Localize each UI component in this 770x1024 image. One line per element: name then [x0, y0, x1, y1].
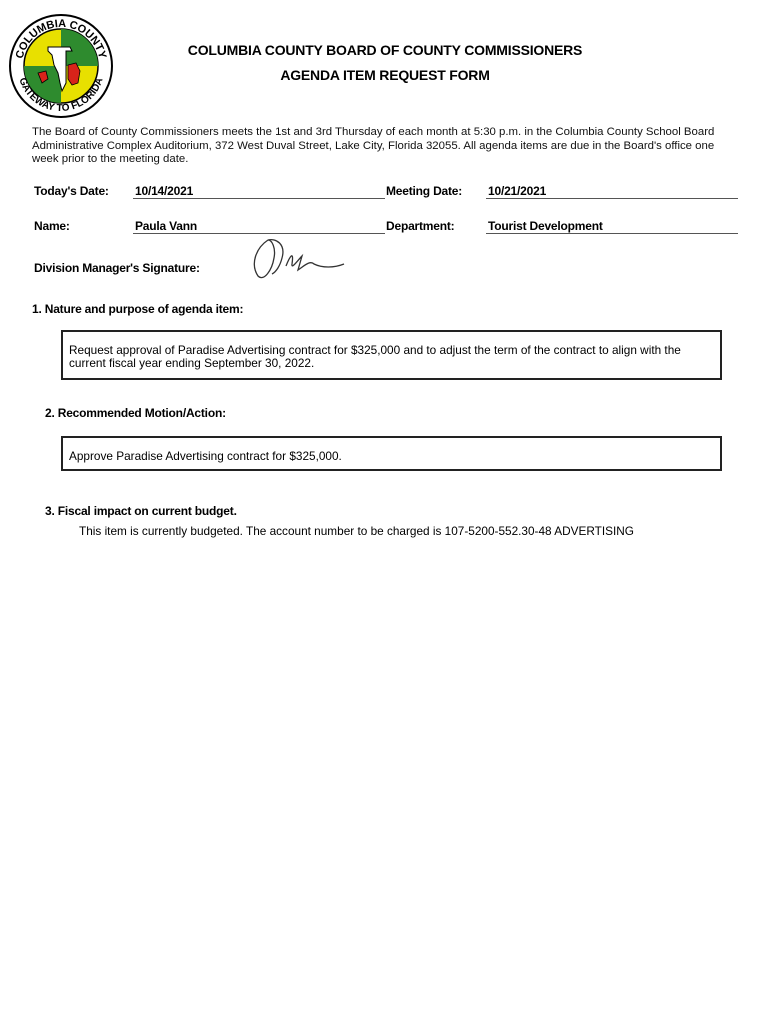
name-label: Name: [34, 219, 70, 233]
svg-text:GATEWAY TO FLORIDA: GATEWAY TO FLORIDA [16, 76, 106, 115]
svg-text:COLUMBIA COUNTY: COLUMBIA COUNTY [13, 17, 109, 60]
department-field[interactable]: Tourist Development [486, 219, 738, 234]
todays-date-field[interactable]: 10/14/2021 [133, 184, 385, 199]
form-heading-board: COLUMBIA COUNTY BOARD OF COUNTY COMMISSIONERS [187, 42, 583, 58]
name-field[interactable]: Paula Vann [133, 219, 385, 234]
fiscal-impact-text: This item is currently budgeted. The account number to be charged is 107-5200-552.30-48 ADVERTISING [79, 524, 634, 538]
section-3-title: 3. Fiscal impact on current budget. [45, 504, 237, 518]
handwritten-signature [246, 230, 350, 284]
signature-label: Division Manager's Signature: [34, 261, 200, 275]
section-2-textbox[interactable]: Approve Paradise Advertising contract for $325,000. [61, 436, 722, 471]
section-1-textbox[interactable]: Request approval of Paradise Advertising contract for $325,000 and to adjust the term of the contract to align with the current fiscal year ending September 30, 2022. [61, 330, 722, 380]
department-label: Department: [386, 219, 455, 233]
form-heading-type: AGENDA ITEM REQUEST FORM [280, 67, 490, 83]
meeting-date-label: Meeting Date: [386, 184, 463, 198]
section-1-title: 1. Nature and purpose of agenda item: [32, 302, 244, 316]
section-2-title: 2. Recommended Motion/Action: [45, 406, 226, 420]
meeting-info-paragraph: The Board of County Commissioners meets the 1st and 3rd Thursday of each month at 5:30 p.m. in the Columbia County School Board Administrative Complex Auditorium, 372 West Duval Street, Lake City, Florida 32055. All agenda items are due in the Board's office one week prior to the meeting date. [32, 126, 715, 165]
todays-date-label: Today's Date: [34, 184, 109, 198]
meeting-date-field[interactable]: 10/21/2021 [486, 184, 738, 199]
county-seal-logo [8, 13, 114, 119]
